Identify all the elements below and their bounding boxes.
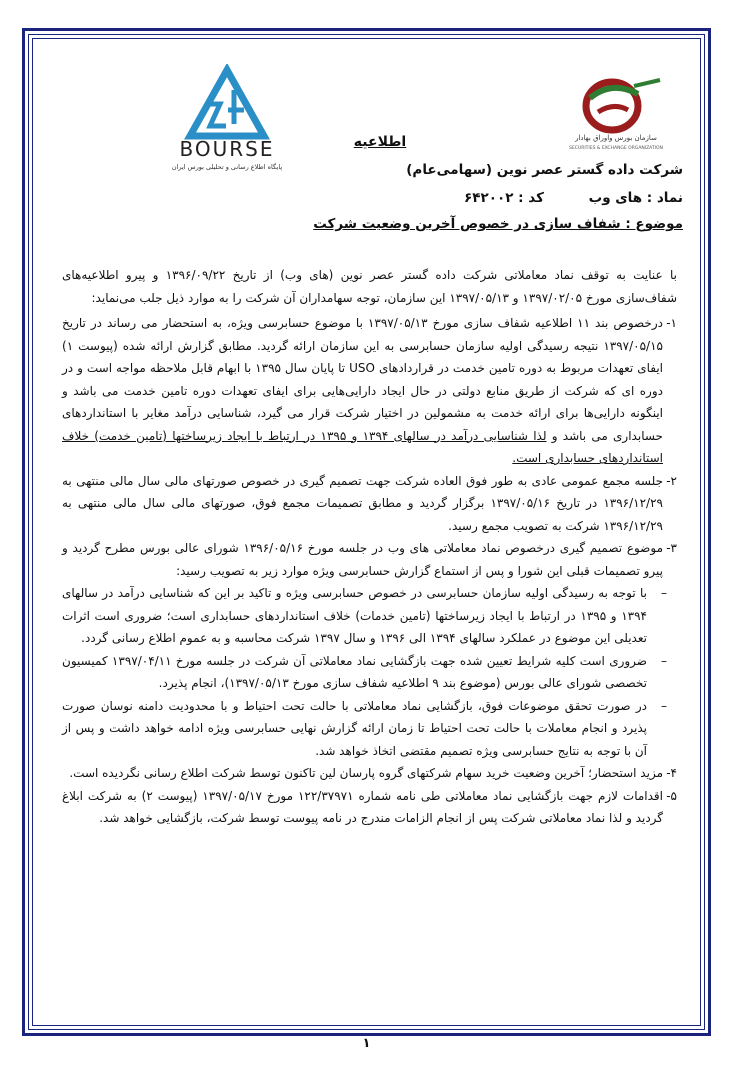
seo-logo (568, 72, 664, 152)
item-1-number: ۱- (666, 316, 677, 330)
dash-bullet: – (661, 698, 667, 713)
item-3-sub-3 (62, 695, 677, 763)
seo-caption-en: SECURITIES & EXCHANGE ORGANIZATION (569, 146, 663, 151)
item-2-number: ۲- (666, 473, 677, 488)
item-3 (62, 537, 677, 582)
notice-body (62, 264, 677, 830)
symbol-line (464, 190, 683, 206)
notice-title: اطلاعیه (353, 134, 407, 150)
item-2 (62, 470, 677, 538)
bourse-logo (160, 64, 295, 174)
sub-2-text: ضروری است کلیه شرایط تعیین شده جهت بازگشایی نماد معاملاتی آن شرکت در جلسه مورخ ۱۳۹۷/۰۴/۱۱ کمیسیون تخصصی شورای عالی بورس (موضوع بند ۹ اطلاعیه شفاف سازی مورخ ۱۳۹۷/۰۵/۱۳)، انجام پذیرد. (62, 653, 647, 690)
item-1-underlined-text: لذا شناسایی درآمد در سالهای ۱۳۹۴ و ۱۳۹۵ در ارتباط با ایجاد زیرساختها (تامین خدمت) خلاف استانداردهای حسابداری است. (62, 428, 663, 465)
item-2-text: جلسه مجمع عمومی عادی به طور فوق العاده شرکت جهت تصمیم گیری در خصوص صورتهای مالی سال مالی منتهی به ۱۳۹۶/۱۲/۲۹ در تاریخ ۱۳۹۷/۰۵/۱۶ برگزار گردید و مطابق تصمیمات مجمع فوق، صورتهای مالی سال مالی منتهی به ۱۳۹۶/۱۲/۲۹ شرکت به تصویب مجمع رسید. (62, 473, 663, 533)
sub-3-text: در صورت تحقق موضوعات فوق، بازگشایی نماد معاملاتی با حالت تحت احتیاط و با محدودیت دامنه نوسان صورت پذیرد و انجام معاملات با حالت تحت احتیاط تا زمان ارائه گزارش نهایی حسابرسی ویژه ادامه خواهد داشت و پس از آن با توجه به نتایج حسابرسی ویژه تصمیم مقتضی اتخاذ خواهد شد. (62, 698, 647, 758)
item-5 (62, 785, 677, 830)
symbol-label: نماد : های وب (588, 190, 683, 206)
item-1-text: درخصوص بند ۱۱ اطلاعیه شفاف سازی مورخ ۱۳۹۷/۰۵/۱۳ با موضوع حسابرسی ویژه، به استحضار می رساند در تاریخ ۱۳۹۷/۰۵/۱۵ نتیجه رسیدگی اولیه سازمان حسابرسی به این سازمان ارائه گردید. مطابق گزارش ارائه شده (پیوست ۱) ایفای تعهدات مربوط به دوره تامین خدمت در قراردادهای USO تا پایان سال ۱۳۹۵ با ابهام قابل ملاحظه مواجه است و در دوره ای که شرکت از طریق منابع دولتی در حال ایجاد دارایی‌هایی برای ایفای تعهدات دوره تامین خدمت می باشد و اینگونه دارایی‌ها برای ارائه خدمت به مشمولین در اختیار شرکت قرار می گیرد، شناسایی درآمد مغایر با استانداردهای حسابداری می باشد و (62, 316, 663, 443)
subject-line: موضوع : شفاف سازی در خصوص آخرین وضعیت شرکت (313, 216, 683, 232)
item-1 (62, 312, 677, 470)
item-5-number: ۵- (666, 788, 677, 803)
dash-bullet: – (661, 586, 667, 600)
item-3-text: موضوع تصمیم گیری درخصوص نماد معاملاتی های وب در جلسه مورخ ۱۳۹۶/۰۵/۱۶ شورای عالی بورس مطرح گردید و پیرو تصمیمات قبلی این شورا و پس از استماع گزارش حسابرسی ویژه موارد زیر به تصویب رسید: (62, 541, 663, 578)
item-3-number: ۳- (666, 541, 677, 555)
company-name: شرکت داده گستر عصر نوین (سهامی‌عام) (406, 162, 683, 178)
intro-paragraph: با عنایت به توقف نماد معاملاتی شرکت داده گستر عصر نوین (های وب) از تاریخ ۱۳۹۶/۰۹/۲۲ و پیرو اطلاعیه‌های شفاف‌سازی مورخ ۱۳۹۷/۰۲/۰۵ و ۱۳۹۷/۰۵/۱۳ این سازمان، توجه سهامداران آن شرکت را به موارد ذیل جلب می‌نماید: (62, 268, 677, 305)
bourse-logo-text: BOURSE (179, 137, 275, 161)
item-4 (62, 762, 677, 785)
item-3-sub-1 (62, 582, 677, 650)
seo-caption: سازمان بورس واوراق بهادار (575, 134, 657, 142)
item-4-number: ۴- (666, 766, 677, 780)
seo-emblem-icon (568, 72, 664, 152)
sub-1-text: با توجه به رسیدگی اولیه سازمان حسابرسی در خصوص حسابرسی ویژه و تاکید بر این که شناسایی درآمد در سالهای ۱۳۹۴ و ۱۳۹۵ در ارتباط با ایجاد زیرساختها (تامین خدمات) خلاف استانداردهای حسابداری است؛ ضروری است اثرات تعدیلی این موضوع در عملکرد سالهای ۱۳۹۴ الی ۱۳۹۶ و سال ۱۳۹۷ شرکت محاسبه و به عموم اطلاع رسانی گردد. (62, 586, 647, 645)
bourse-emblem-icon (160, 64, 295, 174)
bourse-caption: پایگاه اطلاع رسانی و تحلیلی بورس ایران (171, 163, 283, 171)
item-5-text: اقدامات لازم جهت بازگشایی نماد معاملاتی طی نامه شماره ۱۲۲/۳۷۹۷۱ مورخ ۱۳۹۷/۰۵/۱۷ (پیوست ۲) به شرکت ابلاغ گردید و لذا نماد معاملاتی شرکت پس از انجام الزامات مندرج در نامه پیوست توسط شرکت، بازگشایی خواهد شد. (62, 788, 663, 825)
dash-bullet: – (661, 653, 667, 668)
item-4-text: مزید استحضار؛ آخرین وضعیت خرید سهام شرکتهای گروه پارسان لین تاکنون توسط شرکت اطلاع رسانی نگردیده است. (69, 766, 663, 780)
item-3-sub-2 (62, 650, 677, 695)
code-label: کد : ۶۴۲۰۰۲ (464, 190, 544, 206)
page-number: ۱ (362, 1036, 371, 1051)
